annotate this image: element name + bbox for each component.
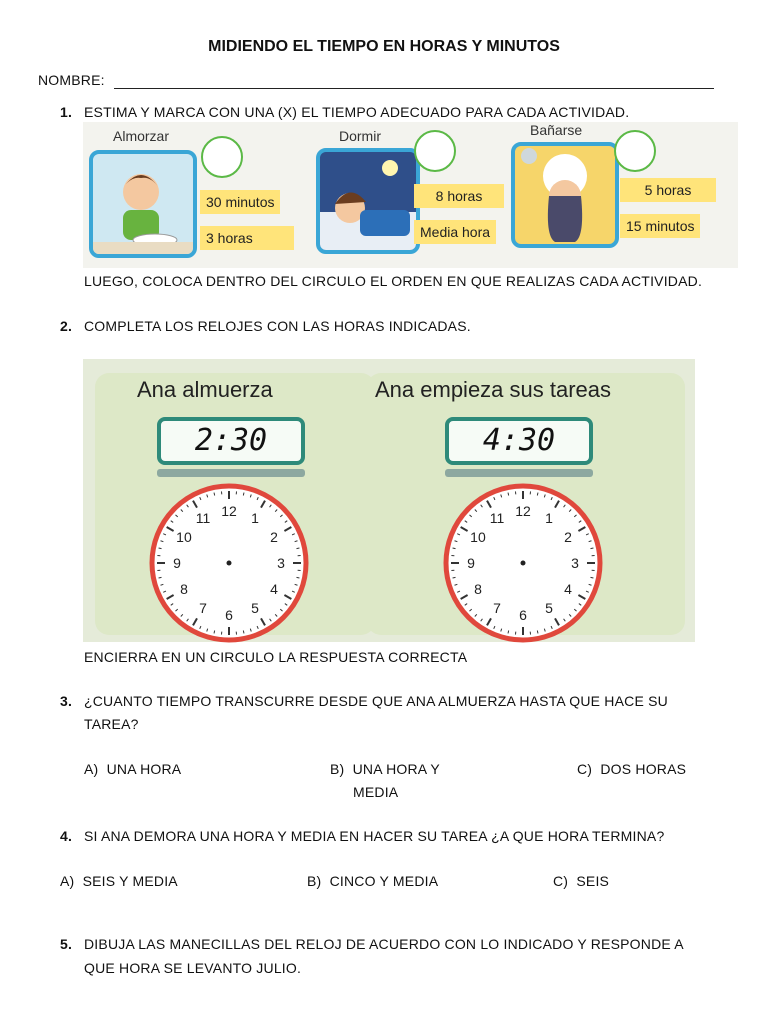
clock-number: 1 [545, 509, 553, 526]
clock-number: 2 [564, 529, 572, 545]
q4-option-b[interactable] [307, 873, 438, 889]
digital-clock-base-2 [445, 469, 593, 477]
option-letter: A) [84, 761, 99, 777]
q4-option-c[interactable] [553, 873, 609, 889]
clock-tick [243, 493, 244, 496]
activities-image [83, 122, 738, 268]
clock-panel-1 [95, 373, 375, 635]
option-8-horas[interactable]: 8 horas [414, 184, 504, 208]
option-30-minutos[interactable]: 30 minutos [200, 190, 280, 214]
option-3-horas[interactable]: 3 horas [200, 226, 294, 250]
option-letter: C) [553, 873, 569, 889]
clock-number: 4 [564, 581, 572, 597]
child-sleeping-illustration [320, 152, 416, 250]
clock-tick [508, 493, 509, 496]
clock-tick [296, 548, 299, 549]
option-label: CINCO Y MEDIA [329, 873, 439, 889]
clock-number: 7 [199, 600, 207, 617]
q4-number: 4. [60, 828, 73, 844]
clock-number: 6 [225, 607, 233, 623]
clock-center [227, 561, 232, 566]
clock-number: 7 [493, 600, 501, 617]
option-label: SEIS Y MEDIA [82, 873, 178, 889]
q3-option-c[interactable] [577, 761, 686, 777]
option-label: UNA HORA Y [352, 761, 440, 777]
clock-number: 3 [277, 555, 285, 571]
clock-tick [590, 548, 593, 549]
activity-label-banarse: Bañarse [530, 122, 583, 138]
q3-option-a[interactable] [84, 761, 181, 777]
clock-number: 12 [515, 503, 531, 519]
clock-tick [537, 493, 538, 496]
clock-center [521, 561, 526, 566]
q4-option-a[interactable] [60, 873, 178, 889]
clock-number: 11 [489, 509, 505, 526]
clock-tick [508, 630, 509, 633]
clock-number: 6 [519, 607, 527, 623]
activity-panel-dormir [316, 148, 420, 254]
q5-text-line1: DIBUJA LAS MANECILLAS DEL RELOJ DE ACUERDO CON LO INDICADO Y RESPONDE A [84, 936, 684, 952]
q3-option-b[interactable] [330, 761, 440, 777]
q1-text: ESTIMA Y MARCA CON UNA (X) EL TIEMPO ADECUADO PARA CADA ACTIVIDAD. [84, 104, 630, 120]
clock-number: 2 [270, 529, 278, 545]
clock-tick [453, 548, 456, 549]
clock-panel-2 [367, 373, 685, 635]
clock-number: 4 [270, 581, 278, 597]
clock-number: 11 [195, 509, 211, 526]
clock-tick [243, 630, 244, 633]
order-circle-dormir[interactable] [414, 130, 456, 172]
analog-clock-2[interactable] [439, 479, 607, 647]
q5-text-line2: QUE HORA SE LEVANTO JULIO. [84, 960, 302, 976]
option-label: DOS HORAS [600, 761, 687, 777]
activity-panel-banarse [511, 142, 619, 248]
q3-text-line2: TAREA? [84, 716, 139, 732]
clock-tick [214, 493, 215, 496]
q3-option-b-line2: MEDIA [353, 784, 399, 800]
digital-clock-2: 4:30 [445, 417, 593, 465]
q2-instruction: ENCIERRA EN UN CIRCULO LA RESPUESTA CORRECTA [84, 649, 468, 665]
clock-title-2: Ana empieza sus tareas [375, 377, 612, 402]
clock-number: 3 [571, 555, 579, 571]
option-letter: B) [330, 761, 345, 777]
clock-number: 8 [180, 581, 188, 597]
name-label: NOMBRE: [38, 72, 105, 88]
activity-panel-almorzar [89, 150, 197, 258]
q2-number: 2. [60, 318, 73, 334]
option-5-horas[interactable]: 5 horas [620, 178, 716, 202]
clock-number: 9 [467, 555, 475, 571]
q1-number: 1. [60, 104, 73, 120]
digital-clock-base-1 [157, 469, 305, 477]
girl-bathing-illustration [515, 146, 615, 244]
q4-text: SI ANA DEMORA UNA HORA Y MEDIA EN HACER SU TAREA ¿A QUE HORA TERMINA? [84, 828, 665, 844]
digital-clock-1: 2:30 [157, 417, 305, 465]
q3-number: 3. [60, 693, 73, 709]
q2-text: COMPLETA LOS RELOJES CON LAS HORAS INDICADAS. [84, 318, 471, 334]
clock-tick [159, 548, 162, 549]
option-15-minutos[interactable]: 15 minutos [620, 214, 700, 238]
option-letter: B) [307, 873, 322, 889]
child-eating-illustration [93, 154, 193, 254]
option-letter: C) [577, 761, 593, 777]
clock-number: 9 [173, 555, 181, 571]
option-label: SEIS [576, 873, 610, 889]
clock-number: 10 [176, 529, 192, 545]
order-circle-almorzar[interactable] [201, 136, 243, 178]
clock-number: 12 [221, 503, 237, 519]
order-circle-banarse[interactable] [614, 130, 656, 172]
clock-number: 5 [545, 600, 553, 617]
clock-title-1: Ana almuerza [137, 377, 273, 402]
clocks-image [83, 359, 695, 642]
analog-clock-1[interactable] [145, 479, 313, 647]
q5-number: 5. [60, 936, 73, 952]
name-line[interactable] [114, 88, 714, 89]
clock-number: 10 [470, 529, 486, 545]
clock-tick [296, 577, 299, 578]
option-label: UNA HORA [106, 761, 182, 777]
clock-tick [214, 630, 215, 633]
clock-number: 8 [474, 581, 482, 597]
option-letter: A) [60, 873, 75, 889]
clock-tick [537, 630, 538, 633]
clock-number: 1 [251, 509, 259, 526]
q1-followup: LUEGO, COLOCA DENTRO DEL CIRCULO EL ORDEN EN QUE REALIZAS CADA ACTIVIDAD. [84, 273, 703, 289]
clock-tick [590, 577, 593, 578]
q3-text-line1: ¿CUANTO TIEMPO TRANSCURRE DESDE QUE ANA ALMUERZA HASTA QUE HACE SU [84, 693, 668, 709]
activity-label-dormir: Dormir [339, 128, 381, 144]
clock-tick [159, 577, 162, 578]
activity-label-almorzar: Almorzar [113, 128, 170, 144]
clock-number: 5 [251, 600, 259, 617]
clock-tick [453, 577, 456, 578]
worksheet-title: MIDIENDO EL TIEMPO EN HORAS Y MINUTOS [208, 38, 560, 55]
option-media-hora[interactable]: Media hora [414, 220, 496, 244]
